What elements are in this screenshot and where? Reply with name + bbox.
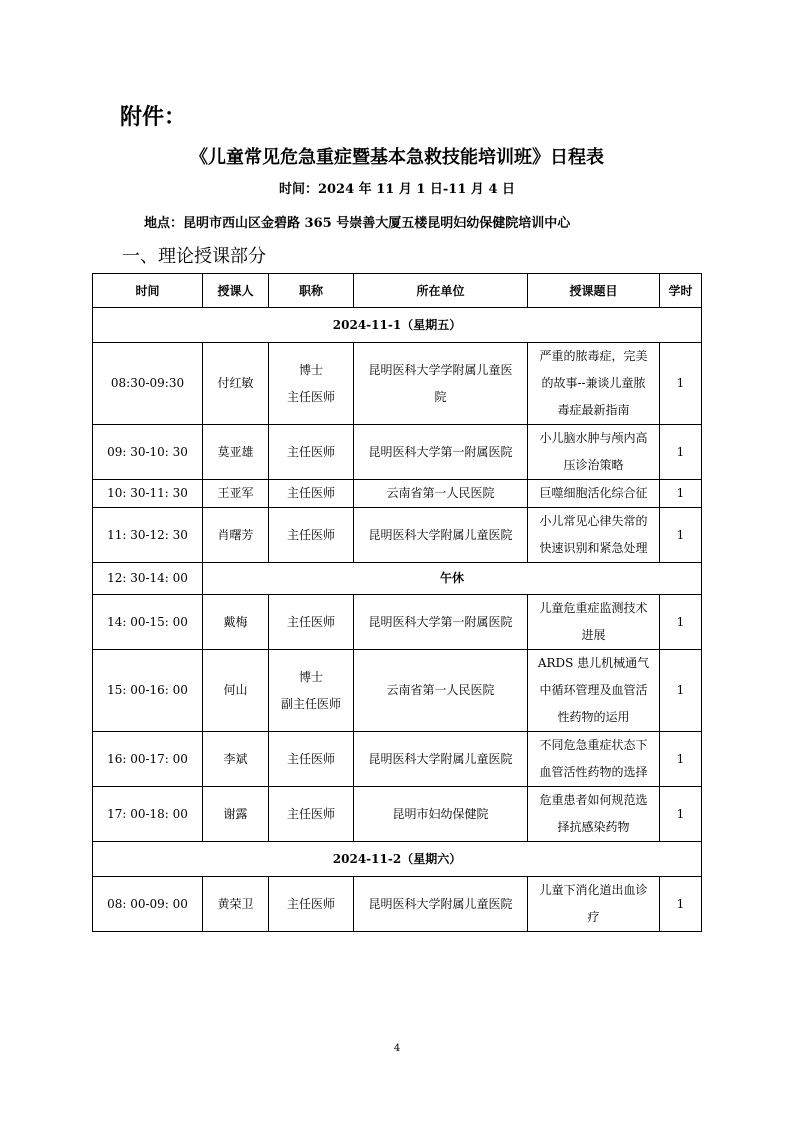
cell-lecturer: 戴梅 <box>203 595 269 650</box>
table-row <box>93 343 702 425</box>
cell-unit: 昆明医科大学附属儿童医院 <box>354 877 528 932</box>
table-row <box>93 650 702 732</box>
table-row <box>93 508 702 563</box>
cell-unit: 昆明医科大学第一附属医院 <box>354 595 528 650</box>
section-heading: 一、理论授课部分 <box>122 246 266 267</box>
page-number: 4 <box>393 1043 401 1054</box>
cell-lecturer: 黄荣卫 <box>203 877 269 932</box>
cell-hours: 1 <box>660 508 702 563</box>
cell-title: 主任医师 <box>269 508 354 563</box>
schedule-table <box>92 273 702 932</box>
cell-unit: 昆明医科大学附属儿童医院 <box>354 508 528 563</box>
cell-title: 博士 主任医师 <box>269 343 354 425</box>
lunch-row <box>93 563 702 595</box>
table-row <box>93 732 702 787</box>
cell-lecturer: 谢露 <box>203 787 269 842</box>
cell-unit: 云南省第一人民医院 <box>354 650 528 732</box>
cell-topic: 不同危急重症状态下 血管活性药物的选择 <box>528 732 660 787</box>
table-row <box>93 595 702 650</box>
cell-unit: 云南省第一人民医院 <box>354 480 528 508</box>
cell-unit: 昆明医科大学学附属儿童医 院 <box>354 343 528 425</box>
cell-lecturer: 何山 <box>203 650 269 732</box>
cell-time: 14: 00-15: 00 <box>93 595 203 650</box>
table-header-row <box>93 274 702 308</box>
header-unit: 所在单位 <box>354 274 528 308</box>
table-row <box>93 877 702 932</box>
cell-time: 15: 00-16: 00 <box>93 650 203 732</box>
cell-lecturer: 肖曙芳 <box>203 508 269 563</box>
cell-hours: 1 <box>660 425 702 480</box>
cell-time: 08:30-09:30 <box>93 343 203 425</box>
cell-title: 主任医师 <box>269 877 354 932</box>
cell-topic: ARDS 患儿机械通气 中循环管理及血管活 性药物的运用 <box>528 650 660 732</box>
header-time: 时间 <box>93 274 203 308</box>
cell-time: 17: 00-18: 00 <box>93 787 203 842</box>
schedule-time: 时间：2024 年 11 月 1 日-11 月 4 日 <box>278 182 516 197</box>
cell-time: 08: 00-09: 00 <box>93 877 203 932</box>
cell-hours: 1 <box>660 787 702 842</box>
cell-time: 11: 30-12: 30 <box>93 508 203 563</box>
cell-hours: 1 <box>660 650 702 732</box>
header-title: 职称 <box>269 274 354 308</box>
date-row <box>93 842 702 877</box>
cell-unit: 昆明医科大学附属儿童医院 <box>354 732 528 787</box>
table-row <box>93 787 702 842</box>
cell-topic: 危重患者如何规范选 择抗感染药物 <box>528 787 660 842</box>
cell-time: 09: 30-10: 30 <box>93 425 203 480</box>
date-cell: 2024-11-2（星期六） <box>93 842 702 877</box>
date-row <box>93 308 702 343</box>
lunch-label: 午休 <box>203 563 702 595</box>
header-lecturer: 授课人 <box>203 274 269 308</box>
cell-topic: 巨噬细胞活化综合征 <box>528 480 660 508</box>
cell-time: 16: 00-17: 00 <box>93 732 203 787</box>
header-topic: 授课题目 <box>528 274 660 308</box>
cell-lecturer: 王亚军 <box>203 480 269 508</box>
cell-topic: 小儿脑水肿与颅内高 压诊治策略 <box>528 425 660 480</box>
cell-topic: 儿童危重症监测技术 进展 <box>528 595 660 650</box>
cell-time: 10: 30-11: 30 <box>93 480 203 508</box>
cell-topic: 严重的脓毒症，完美 的故事--兼谈儿童脓 毒症最新指南 <box>528 343 660 425</box>
lunch-time: 12: 30-14: 00 <box>93 563 203 595</box>
cell-title: 主任医师 <box>269 480 354 508</box>
cell-unit: 昆明市妇幼保健院 <box>354 787 528 842</box>
cell-topic: 儿童下消化道出血诊 疗 <box>528 877 660 932</box>
document-title: 《儿童常见危急重症暨基本急救技能培训班》日程表 <box>190 147 604 168</box>
cell-lecturer: 付红敏 <box>203 343 269 425</box>
cell-topic: 小儿常见心律失常的 快速识别和紧急处理 <box>528 508 660 563</box>
header-hours: 学时 <box>660 274 702 308</box>
schedule-place: 地点：昆明市西山区金碧路 365 号崇善大厦五楼昆明妇幼保健院培训中心 <box>144 216 571 231</box>
cell-lecturer: 莫亚雄 <box>203 425 269 480</box>
cell-title: 博士 副主任医师 <box>269 650 354 732</box>
table-row <box>93 425 702 480</box>
table-row <box>93 480 702 508</box>
cell-title: 主任医师 <box>269 425 354 480</box>
cell-title: 主任医师 <box>269 595 354 650</box>
cell-hours: 1 <box>660 732 702 787</box>
cell-title: 主任医师 <box>269 787 354 842</box>
date-cell: 2024-11-1（星期五） <box>93 308 702 343</box>
cell-title: 主任医师 <box>269 732 354 787</box>
cell-hours: 1 <box>660 595 702 650</box>
cell-hours: 1 <box>660 343 702 425</box>
cell-unit: 昆明医科大学第一附属医院 <box>354 425 528 480</box>
cell-hours: 1 <box>660 480 702 508</box>
cell-lecturer: 李斌 <box>203 732 269 787</box>
cell-hours: 1 <box>660 877 702 932</box>
attachment-label: 附件： <box>120 105 187 130</box>
